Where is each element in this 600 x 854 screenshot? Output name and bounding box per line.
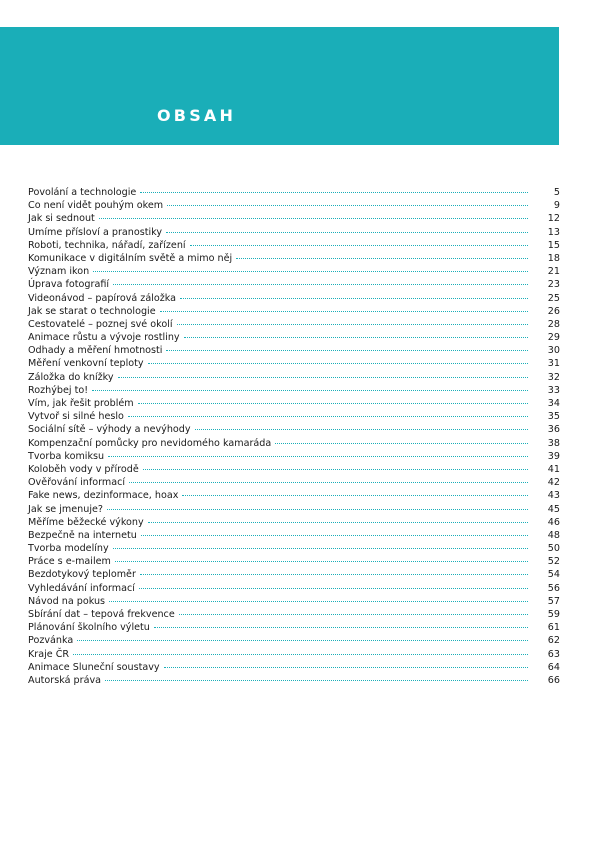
dot-leader — [113, 548, 528, 549]
dot-leader — [107, 509, 528, 510]
toc-entry-page: 26 — [547, 305, 560, 317]
toc-entry[interactable] — [28, 252, 560, 265]
toc-entry[interactable] — [28, 199, 560, 212]
toc-entry-page: 35 — [547, 411, 560, 423]
toc-entry[interactable] — [28, 529, 560, 542]
dot-leader — [73, 654, 528, 655]
toc-entry-page: 57 — [547, 595, 560, 607]
dot-leader — [139, 588, 528, 589]
toc-entry-page: 62 — [547, 635, 560, 647]
dot-leader — [179, 614, 528, 615]
dot-leader — [143, 469, 528, 470]
toc-entry-page: 39 — [547, 450, 560, 462]
toc-entry-title: Vytvoř si silné heslo — [28, 411, 124, 423]
dot-leader — [177, 324, 528, 325]
toc-entry-page: 33 — [547, 384, 560, 396]
toc-entry-title: Bezpečně na internetu — [28, 529, 137, 541]
toc-entry-title: Jak se jmenuje? — [28, 503, 103, 515]
toc-entry-page: 45 — [547, 503, 560, 515]
toc-entry-title: Co není vidět pouhým okem — [28, 200, 164, 212]
toc-entry-page: 61 — [547, 622, 560, 634]
toc-entry-page: 34 — [547, 398, 560, 409]
dot-leader — [93, 271, 528, 272]
toc-entry[interactable] — [28, 450, 560, 463]
toc-entry-title: Význam ikon — [28, 266, 90, 278]
toc-entry[interactable] — [28, 621, 560, 634]
dot-leader — [138, 403, 528, 404]
toc-entry[interactable] — [28, 318, 560, 331]
toc-entry-title: Cestovatelé – poznej své okolí — [28, 318, 173, 330]
toc-entry-title: Tvorba komiksu — [28, 450, 105, 462]
toc-entry[interactable] — [28, 305, 560, 318]
toc-entry-page: 63 — [547, 648, 560, 660]
dot-leader — [236, 258, 528, 259]
header-band — [0, 27, 559, 145]
toc-entry-page: 25 — [547, 292, 560, 304]
toc-entry-page: 64 — [547, 661, 560, 673]
toc-entry-page: 18 — [547, 252, 560, 264]
toc-entry-page: 56 — [547, 582, 560, 594]
toc-entry[interactable] — [28, 608, 560, 621]
toc-entry-page: 28 — [547, 318, 560, 330]
toc-entry-title: Umíme přísloví a pranostiky — [28, 226, 163, 238]
dot-leader — [129, 482, 528, 483]
toc-entry-title: Měříme běžecké výkony — [28, 516, 144, 528]
toc-entry[interactable] — [28, 410, 560, 423]
toc-entry-title: Sociální sítě – výhody a nevýhody — [28, 424, 191, 436]
dot-leader — [184, 337, 528, 338]
toc-entry-title: Animace růstu a vývoje rostliny — [28, 332, 180, 344]
toc-entry-title: Úprava fotografií — [28, 279, 110, 291]
dot-leader — [148, 522, 528, 523]
dot-leader — [92, 390, 528, 391]
dot-leader — [180, 298, 528, 299]
toc-entry-title: Tvorba modelíny — [28, 543, 109, 555]
toc-entry[interactable] — [28, 568, 560, 581]
toc-entry[interactable] — [28, 357, 560, 370]
toc-entry[interactable] — [28, 516, 560, 529]
dot-leader — [154, 627, 528, 628]
dot-leader — [99, 218, 528, 219]
dot-leader — [140, 574, 528, 575]
toc-entry-title: Fake news, dezinformace, hoax — [28, 490, 179, 502]
toc-entry[interactable] — [28, 674, 560, 687]
page-title: OBSAH — [157, 106, 237, 125]
toc-entry-page: 21 — [547, 266, 560, 278]
toc-entry[interactable] — [28, 423, 560, 436]
dot-leader — [195, 429, 528, 430]
toc-entry-title: Pozvánka — [28, 635, 74, 647]
toc-entry-title: Bezdotykový teploměr — [28, 569, 136, 581]
toc-entry-page: 52 — [547, 556, 560, 568]
toc-entry-page: 54 — [547, 569, 560, 581]
dot-leader — [128, 416, 528, 417]
dot-leader — [108, 456, 528, 457]
toc-entry[interactable] — [28, 476, 560, 489]
toc-entry-title: Jak se starat o technologie — [28, 305, 156, 317]
toc-entry-page: 50 — [547, 543, 560, 555]
dot-leader — [164, 667, 528, 668]
table-of-contents — [28, 186, 560, 687]
toc-entry-page: 48 — [547, 529, 560, 541]
toc-entry-title: Kraje ČR — [28, 648, 70, 660]
dot-leader — [113, 284, 528, 285]
toc-entry-title: Rozhýbej to! — [28, 384, 89, 396]
toc-entry-page: 5 — [553, 187, 560, 198]
toc-entry[interactable] — [28, 542, 560, 555]
toc-entry-page: 38 — [547, 437, 560, 449]
toc-entry[interactable] — [28, 648, 560, 661]
dot-leader — [105, 680, 528, 681]
toc-entry-page: 15 — [547, 239, 560, 251]
toc-entry[interactable] — [28, 555, 560, 568]
dot-leader — [118, 377, 528, 378]
toc-entry-title: Jak si sednout — [28, 213, 95, 225]
toc-entry[interactable] — [28, 278, 560, 291]
toc-entry[interactable] — [28, 661, 560, 674]
dot-leader — [167, 205, 528, 206]
dot-leader — [148, 363, 528, 364]
toc-entry-title: Vyhledávání informací — [28, 582, 135, 594]
toc-entry[interactable] — [28, 331, 560, 344]
toc-entry-title: Kompenzační pomůcky pro nevidomého kamaráda — [28, 437, 272, 449]
toc-entry[interactable] — [28, 186, 560, 199]
dot-leader — [140, 192, 528, 193]
toc-entry-page: 13 — [547, 226, 560, 238]
toc-entry-title: Animace Sluneční soustavy — [28, 661, 160, 673]
toc-entry-title: Roboti, technika, nářadí, zařízení — [28, 239, 186, 251]
toc-entry[interactable] — [28, 371, 560, 384]
dot-leader — [141, 535, 528, 536]
dot-leader — [166, 350, 528, 351]
toc-entry-page: 36 — [547, 424, 560, 436]
toc-entry-page: 41 — [547, 463, 560, 475]
toc-entry-page: 30 — [547, 345, 560, 357]
dot-leader — [275, 443, 528, 444]
toc-entry-title: Videonávod – papírová záložka — [28, 292, 177, 304]
toc-entry-page: 66 — [547, 674, 560, 686]
toc-entry-title: Sbírání dat – tepová frekvence — [28, 609, 175, 620]
toc-entry-page: 31 — [547, 358, 560, 370]
toc-entry-page: 9 — [553, 200, 560, 212]
toc-entry-title: Povolání a technologie — [28, 187, 137, 198]
toc-entry[interactable] — [28, 292, 560, 305]
dot-leader — [182, 495, 528, 496]
toc-entry[interactable] — [28, 437, 560, 450]
toc-entry-page: 46 — [547, 516, 560, 528]
dot-leader — [115, 561, 528, 562]
toc-entry[interactable] — [28, 503, 560, 516]
toc-entry-title: Záložka do knížky — [28, 371, 114, 383]
toc-entry-page: 59 — [547, 609, 560, 620]
toc-entry[interactable] — [28, 463, 560, 476]
toc-entry-page: 29 — [547, 332, 560, 344]
toc-entry-page: 23 — [547, 279, 560, 291]
toc-entry[interactable] — [28, 212, 560, 225]
dot-leader — [190, 245, 528, 246]
dot-leader — [166, 232, 528, 233]
toc-entry[interactable] — [28, 489, 560, 502]
toc-entry-title: Vím, jak řešit problém — [28, 398, 134, 409]
dot-leader — [109, 601, 528, 602]
dot-leader — [77, 640, 528, 641]
toc-entry[interactable] — [28, 265, 560, 278]
toc-entry-title: Ověřování informací — [28, 477, 126, 489]
toc-entry-title: Plánování školního výletu — [28, 622, 150, 634]
toc-entry[interactable] — [28, 595, 560, 608]
toc-entry-title: Návod na pokus — [28, 595, 106, 607]
toc-entry-title: Odhady a měření hmotnosti — [28, 345, 163, 357]
toc-entry-title: Autorská práva — [28, 674, 102, 686]
toc-entry[interactable] — [28, 582, 560, 595]
toc-entry[interactable] — [28, 384, 560, 397]
toc-entry-title: Měření venkovní teploty — [28, 358, 144, 370]
toc-entry-title: Práce s e-mailem — [28, 556, 111, 568]
toc-entry[interactable] — [28, 634, 560, 647]
toc-entry-title: Koloběh vody v přírodě — [28, 463, 139, 475]
toc-entry-page: 32 — [547, 371, 560, 383]
toc-entry-title: Komunikace v digitálním světě a mimo něj — [28, 252, 233, 264]
toc-entry-page: 12 — [547, 213, 560, 225]
toc-entry[interactable] — [28, 344, 560, 357]
toc-entry[interactable] — [28, 397, 560, 410]
toc-entry-page: 42 — [547, 477, 560, 489]
toc-entry[interactable] — [28, 226, 560, 239]
dot-leader — [160, 311, 528, 312]
toc-entry-page: 43 — [547, 490, 560, 502]
toc-entry[interactable] — [28, 239, 560, 252]
